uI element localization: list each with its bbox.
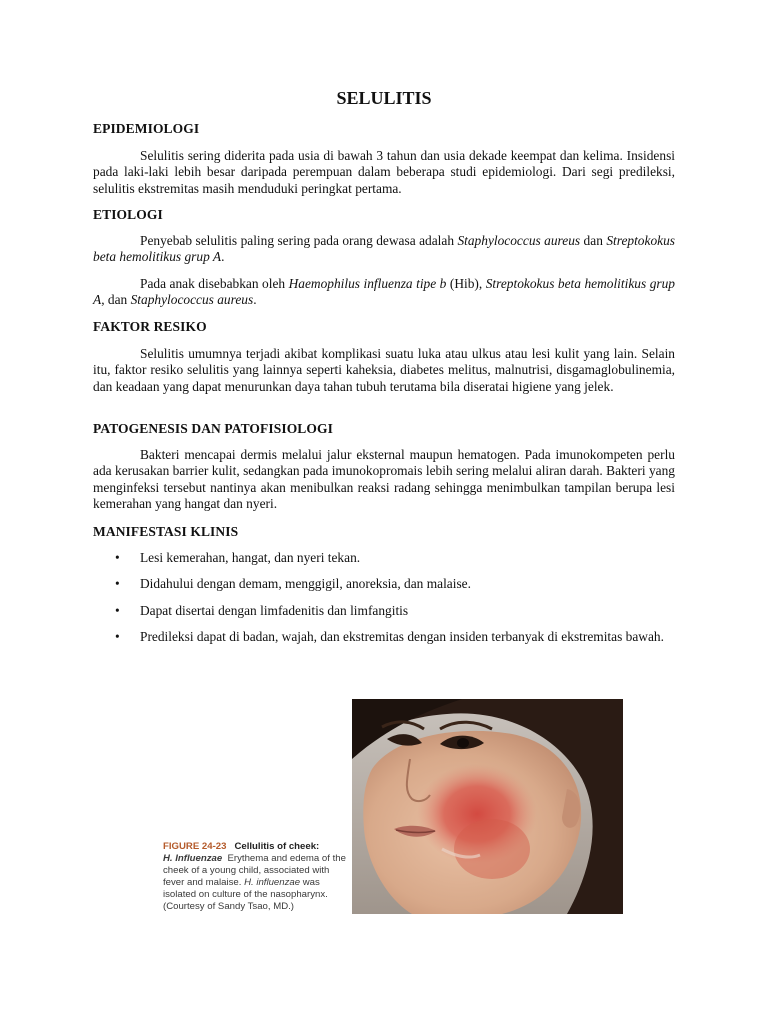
organism-name: Staphylococcus aureus	[457, 233, 581, 248]
list-item	[93, 550, 675, 566]
list-item-text: Dapat disertai dengan limfadenitis dan limfangitis	[140, 602, 409, 618]
list-item	[93, 629, 675, 645]
bullet-icon: •	[115, 602, 120, 618]
text-run: .	[221, 249, 225, 265]
caption-text: was isolated on culture of the nasopharynx. (Courtesy of Sandy Tsao, MD.)	[163, 877, 328, 912]
organism-name: Staphylococcus aureus	[130, 292, 254, 308]
paragraph-text: Bakteri mencapai dermis melalui jalur eksternal maupun hematogen. Pada imunokompeten perlu ada kerusakan barrier kulit, sedangkan pada imunokopromais lebih sering melalui aliran darah. Bakteri yang menginfeksi tersebut nantinya akan menibulkan reaksi radang sehingga menimbulkan tampilan berupa lesi kemerahan yang hangat dan nyeri.	[93, 447, 675, 512]
paragraph-text: Selulitis sering diderita pada usia di bawah 3 tahun dan usia dekade keempat dan kelima. Insidensi pada laki-laki lebih besar daripada perempuan dalam beberapa studi epidemiologi. Dari segi predileksi, selulitis ekstremitas masih menduduki peringkat pertama.	[93, 148, 675, 196]
caption-organism: H. influenzae	[244, 877, 301, 888]
heading-faktor-resiko: FAKTOR RESIKO	[93, 319, 207, 334]
text-run: dan	[580, 233, 607, 248]
text-run: Penyebab selulitis paling sering pada orang dewasa adalah	[140, 233, 458, 248]
organism-name: Streptokokus beta hemolitikus grup A	[93, 233, 675, 265]
paragraph-etiologi-1	[93, 233, 675, 266]
figure-label: FIGURE 24-23	[163, 841, 227, 852]
text-run: .	[253, 292, 257, 308]
list-item	[93, 603, 675, 619]
caption-text: Erythema and edema of the cheek of a young child, associated with fever and malaise.	[163, 853, 346, 888]
heading-patogenesis: PATOGENESIS DAN PATOFISIOLOGI	[93, 421, 333, 436]
clinical-photo	[352, 699, 623, 914]
bullet-icon: •	[115, 629, 120, 645]
heading-manifestasi: MANIFESTASI KLINIS	[93, 524, 239, 539]
paragraph-epidemiologi	[93, 148, 675, 197]
text-run: Pada anak disebabkan oleh	[140, 276, 289, 291]
paragraph-faktor-resiko	[93, 346, 675, 395]
figure-caption	[163, 841, 353, 913]
figure-title: Cellulitis of cheek:	[234, 841, 320, 852]
list-item-text: Lesi kemerahan, hangat, dan nyeri tekan.	[140, 550, 361, 565]
page-title: SELULITIS	[336, 88, 432, 108]
paragraph-text: Selulitis umumnya terjadi akibat komplikasi suatu luka atau ulkus atau lesi kulit yang lain. Selain itu, faktor resiko selulitis yang lainnya seperti kaheksia, diabetes melitus, malnutrisi, disgamaglobulinemia, dan keadaan yang dapat menurunkan daya tahan tubuh terutama bila diseratai higiene yang jelek.	[93, 346, 675, 394]
text-run: , dan	[101, 292, 131, 308]
text-run: (Hib),	[446, 276, 486, 291]
heading-epidemiologi: EPIDEMIOLOGI	[93, 121, 200, 136]
bullet-icon: •	[115, 576, 120, 592]
paragraph-patogenesis	[93, 447, 675, 513]
bullet-icon: •	[115, 550, 120, 565]
list-item-text: Predileksi dapat di badan, wajah, dan ekstremitas dengan insiden terbanyak di ekstremitas bawah.	[140, 629, 664, 645]
heading-etiologi: ETIOLOGI	[93, 207, 163, 222]
manifestasi-list	[93, 550, 675, 646]
organism-name: Haemophilus influenza tipe b	[288, 276, 447, 291]
list-item-text: Didahului dengan demam, menggigil, anoreksia, dan malaise.	[140, 576, 471, 592]
organism-name: Streptokokus beta hemolitikus grup A	[93, 276, 675, 308]
child-face-illustration	[352, 699, 623, 914]
figure-title-organism: H. Influenzae	[163, 853, 223, 864]
list-item	[93, 576, 675, 592]
paragraph-etiologi-2	[93, 276, 675, 309]
